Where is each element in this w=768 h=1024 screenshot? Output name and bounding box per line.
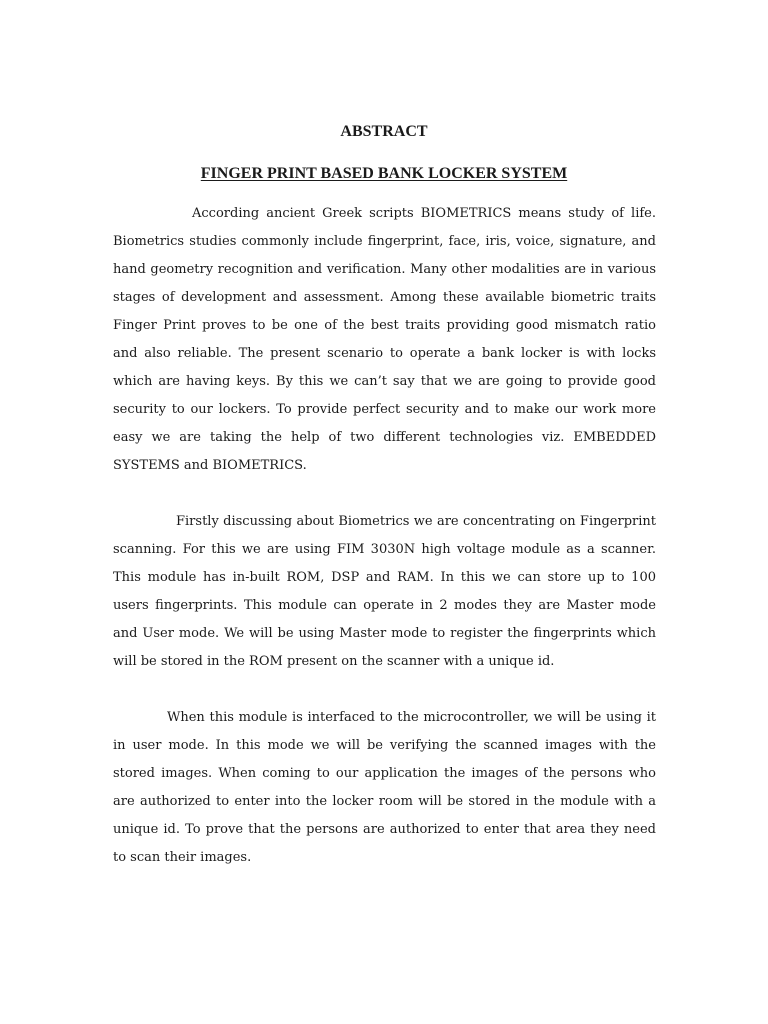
paragraph-intro: According ancient Greek scripts BIOMETRICS means study of life. Biometrics studies commonly include fingerprint, face, iris, voice, signature, and hand geometry recognition and verification. Many other modalities are in various stages of development and assessment. Among these available biometric traits Finger Print proves to be one of the best traits providing good mismatch ratio and also reliable. The present scenario to operate a bank locker is with locks which are having keys. By this we can’t say that we are going to provide good security to our lockers. To provide perfect security and to make our work more easy we are taking the help of two different technologies viz. EMBEDDED SYSTEMS and BIOMETRICS. xyxy=(113,206,656,473)
paragraph-fingerprint-scanning: Firstly discussing about Biometrics we are concentrating on Fingerprint scanning. For this we are using FIM 3030N high voltage module as a scanner. This module has in-built ROM, DSP and RAM. In this we can store up to 100 users fingerprints. This module can operate in 2 modes they are Master mode and User mode. We will be using Master mode to register the fingerprints which will be stored in the ROM present on the scanner with a unique id. xyxy=(113,514,656,669)
paragraph-microcontroller-interface: When this module is interfaced to the microcontroller, we will be using it in user mode. In this mode we will be verifying the scanned images with the stored images. When coming to our application the images of the persons who are authorized to enter into the locker room will be stored in the module with a unique id. To prove that the persons are authorized to enter that area they need to scan their images. xyxy=(113,710,656,865)
abstract-heading: ABSTRACT xyxy=(340,123,428,140)
document-title: FINGER PRINT BASED BANK LOCKER SYSTEM xyxy=(200,165,568,182)
